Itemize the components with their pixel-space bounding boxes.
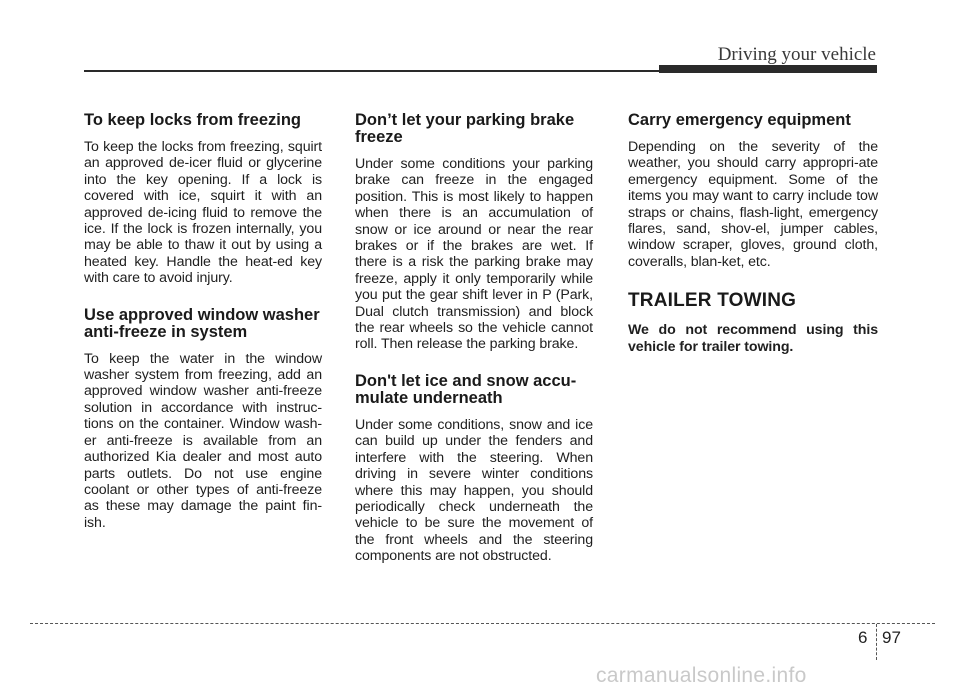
section-body-parking-brake: Under some conditions your parking brake can freeze in the engaged position. This is most likely to happen when there is an accumulation of snow or ice around or near the rear brakes or if the brakes are wet. If there is a risk the parking brake may freeze, apply it only temporarily while you put the gear shift lever in P (Park, Dual clutch transmission) and block the rear wheels so the vehicle cannot roll. Then release the parking brake.: [355, 156, 593, 353]
header-rule-thick: [659, 65, 877, 73]
watermark: carmanualsonline.info: [596, 664, 807, 687]
footer-page-number: 97: [882, 628, 901, 647]
column-3: [628, 112, 878, 375]
section-body-emergency: Depending on the severity of the weather, you should carry appropri-ate emergency equipment. Some of the items you may want to carry include tow straps or chains, flash-light, emergency flares, sand, shov-el, jumper cables, window scraper, gloves, ground cloth, coveralls, blan-ket, etc.: [628, 139, 878, 270]
section-heading-emergency: Carry emergency equipment: [628, 111, 851, 129]
section-body-ice-snow: Under some conditions, snow and ice can build up under the fenders and interfere with the steering. When driving in severe winter conditions where this may happen, you should periodically check underneath the vehicle to be sure the movement of the front wheels and the steering components are not obstructed.: [355, 416, 593, 565]
section-body-washer: To keep the water in the window washer system from freezing, add an approved window washer anti-freeze solution in accordance with instruc-tions on the container. Window wash-er anti-freeze is available from an authorized Kia dealer and most auto parts outlets. Do not use engine coolant or other types of anti-freeze as these may damage the paint fin-ish.: [84, 350, 322, 531]
header-title: Driving your vehicle: [717, 44, 876, 65]
section-body-locks: To keep the locks from freezing, squirt an approved de-icer fluid or glycerine into the key opening. If a lock is covered with ice, squirt it with an approved de-icing fluid to remove the ice. If the lock is frozen internally, you may be able to thaw it out by using a heated key. Handle the heat-ed key with care to avoid injury.: [84, 139, 322, 287]
footer-chapter-number: 6: [858, 628, 868, 647]
trailer-body: We do not recommend using this vehicle for trailer towing.: [628, 322, 878, 355]
column-1: [84, 112, 322, 551]
column-2: [355, 112, 593, 585]
section-heading-washer: Use approved window washer anti-freeze in system: [84, 305, 320, 341]
section-heading-ice-snow: Don't let ice and snow accu-mulate underneath: [355, 371, 577, 407]
major-heading-trailer: TRAILER TOWING: [628, 290, 797, 312]
footer-dashed-rule: [30, 623, 935, 624]
section-heading-parking-brake: Don’t let your parking brake freeze: [355, 111, 575, 146]
header-rule-thin: [84, 70, 664, 72]
footer-page-divider: [876, 624, 877, 660]
section-heading-locks: To keep locks from freezing: [84, 111, 301, 129]
